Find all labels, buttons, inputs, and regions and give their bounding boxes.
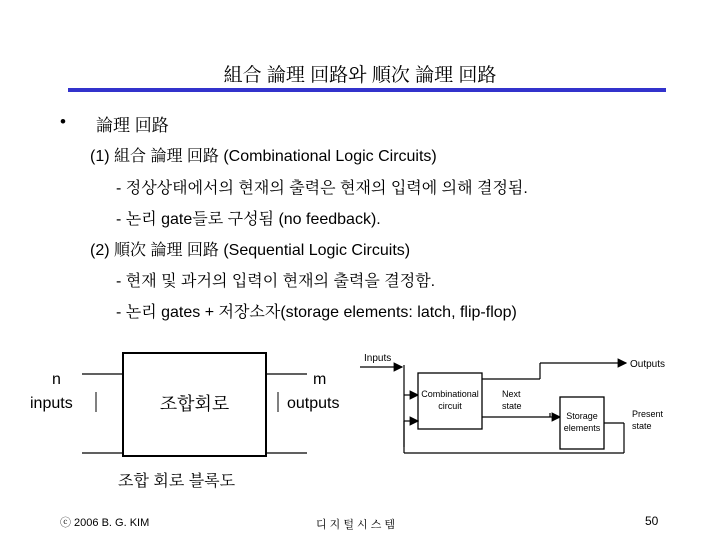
line-comb-desc-1: - 정상상태에서의 현재의 출력은 현재의 입력에 의해 결정됨.: [116, 180, 528, 197]
bullet-symbol: •: [60, 112, 66, 131]
line-sequential: (2) 順次 論理 回路 (Sequential Logic Circuits): [90, 242, 411, 259]
line-seq-desc-2: - 논리 gates + 저장소자(storage elements: latch, flip-flop): [116, 304, 517, 321]
line-comb-desc-2: - 논리 gate들로 구성됨 (no feedback).: [116, 211, 381, 228]
output-count: m: [313, 371, 327, 388]
next-state-label-1: Next: [502, 389, 521, 399]
footer-copyright: ⓒ 2006 B. G. KIM: [60, 517, 150, 529]
title-underline: [68, 88, 666, 92]
block-diagram-caption: 조합 회로 블록도: [118, 473, 236, 490]
combinational-block-label: 조합회로: [159, 394, 230, 414]
present-state-label-2: state: [632, 421, 652, 431]
input-label: inputs: [30, 395, 73, 412]
comb-label-2: circuit: [438, 401, 462, 411]
seq-inputs-label: Inputs: [364, 353, 392, 364]
footer-course: 디 지 털 시 스 템: [316, 519, 396, 531]
footer-page-number: 50: [645, 514, 659, 528]
comb-label-1: Combinational: [421, 389, 479, 399]
slide-title: 組合 論理 回路와 順次 論理 回路: [223, 65, 497, 86]
seq-outputs-label: Outputs: [630, 359, 666, 370]
next-state-label-2: state: [502, 401, 522, 411]
storage-label-1: Storage: [566, 411, 598, 421]
sequential-diagram: [360, 345, 700, 465]
input-count: n: [52, 371, 61, 388]
section-heading: 論理 回路: [96, 116, 169, 135]
storage-label-2: elements: [563, 423, 601, 433]
line-seq-desc-1: - 현재 및 과거의 입력이 현재의 출력을 결정함.: [116, 273, 436, 290]
output-label: outputs: [287, 395, 340, 412]
present-state-label-1: Present: [632, 409, 664, 419]
line-combinational: (1) 組合 論理 回路 (Combinational Logic Circuits): [90, 148, 437, 165]
